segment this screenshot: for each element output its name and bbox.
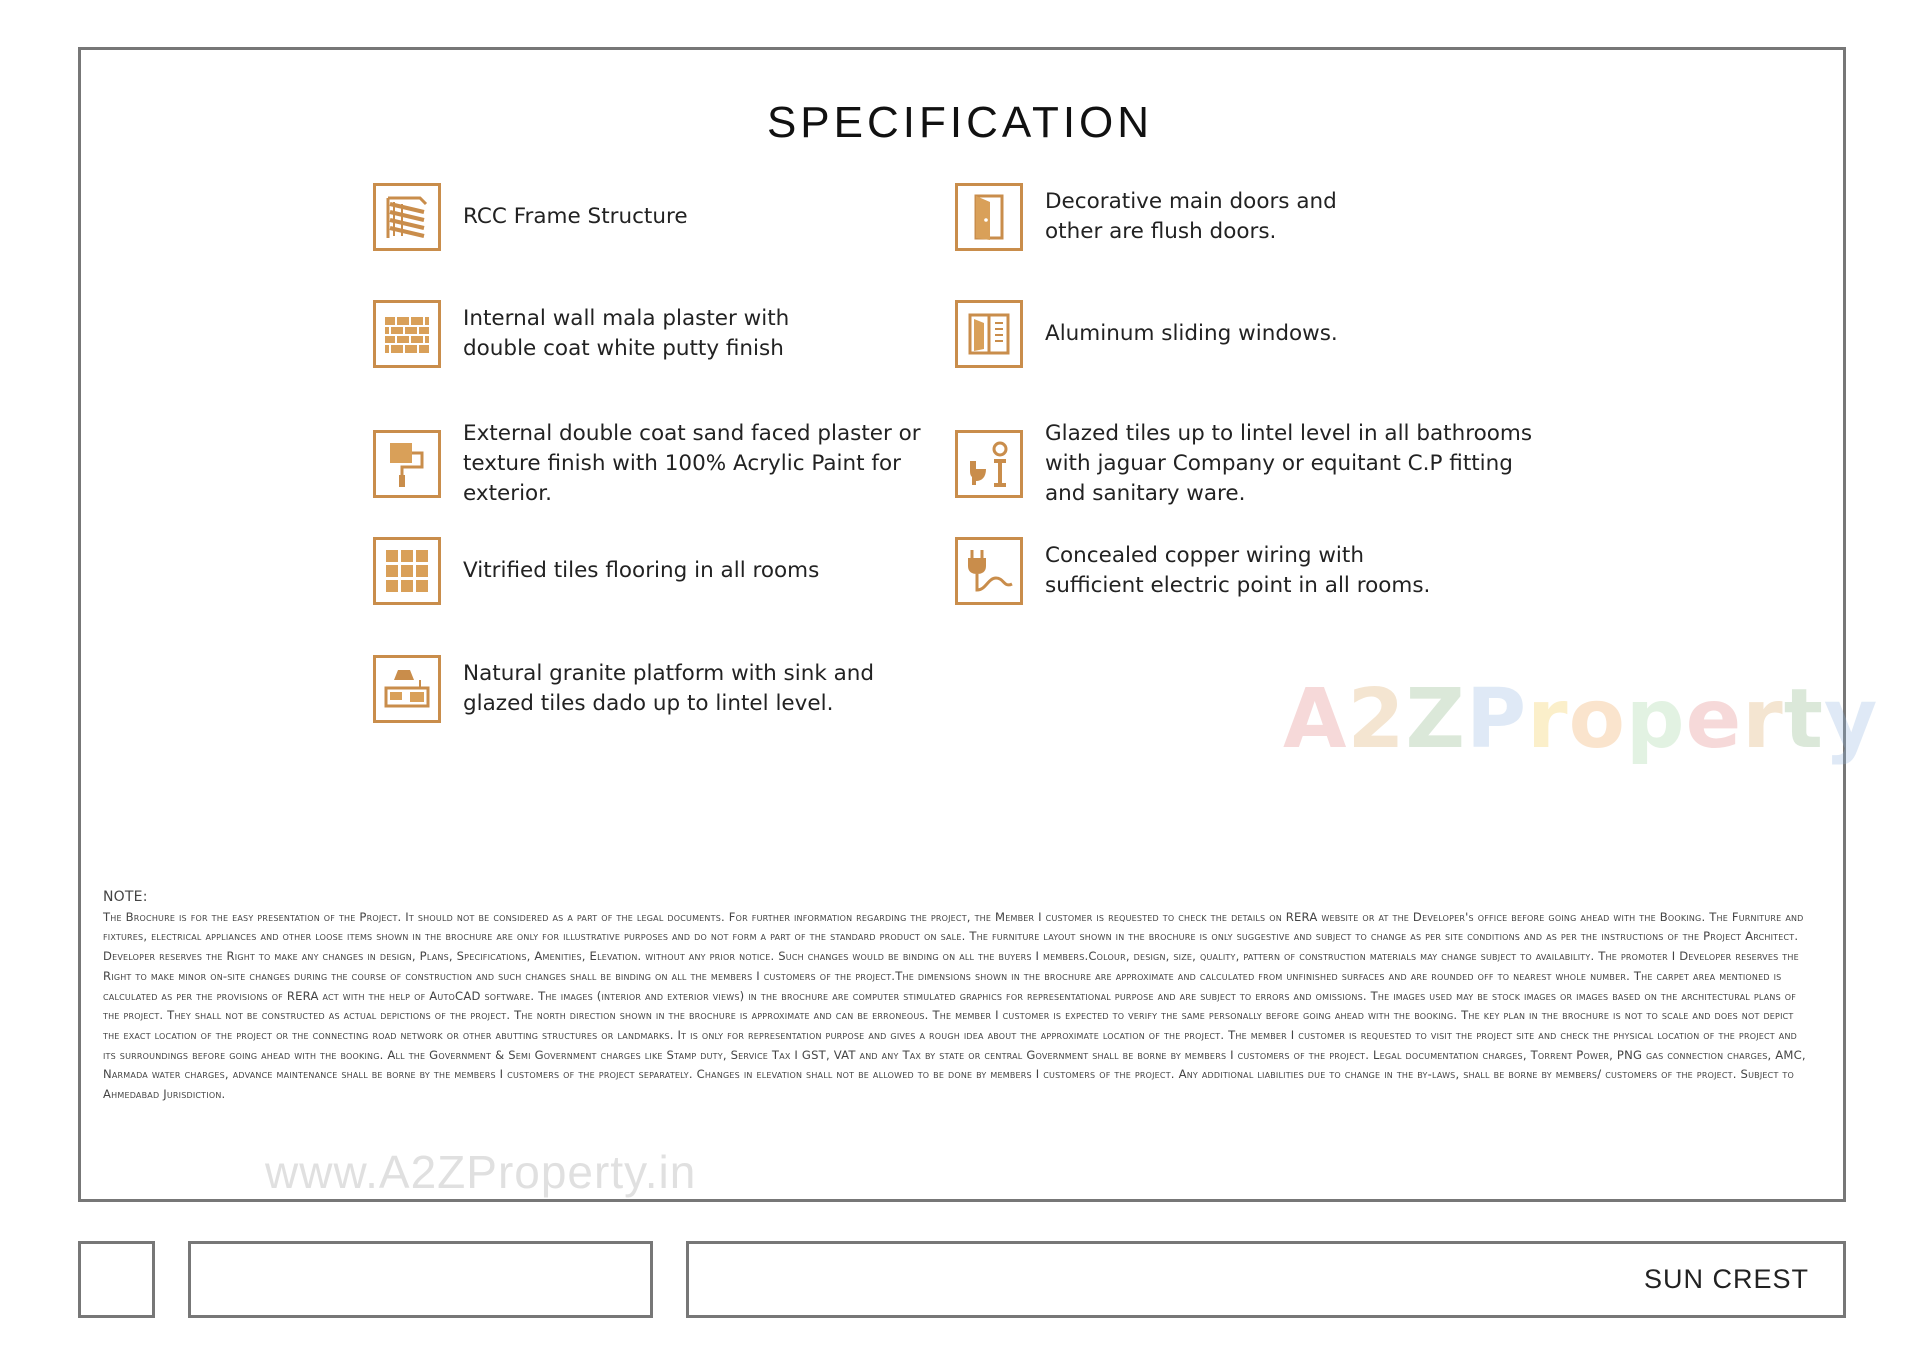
spec-item-rcc-frame	[373, 183, 688, 251]
footer-logo-box	[78, 1241, 155, 1318]
spec-text: Aluminum sliding windows.	[1045, 321, 1338, 346]
page-title: SPECIFICATION	[766, 98, 1154, 147]
site-watermark: www.A2ZProperty.in	[265, 1146, 697, 1198]
floor-tiles-icon	[373, 537, 441, 605]
kitchen-platform-icon	[373, 655, 441, 723]
spec-item-bathroom-tiles	[955, 419, 1532, 509]
spec-text: Internal wall mala plaster with double coat white putty finish	[463, 306, 790, 361]
electric-plug-icon	[955, 537, 1023, 605]
spec-text: External double coat sand faced plaster or texture finish with 100% Acrylic Paint for exterior.	[463, 421, 921, 506]
spec-item-windows	[955, 300, 1338, 368]
spec-item-internal-wall	[373, 300, 789, 368]
spec-text: Concealed copper wiring with sufficient electric point in all rooms.	[1045, 543, 1431, 598]
spec-item-wiring	[955, 537, 1430, 605]
brick-wall-icon	[373, 300, 441, 368]
footer-title-box	[686, 1241, 1846, 1318]
watermark-text: A2ZProperty	[1283, 672, 1879, 767]
door-icon	[955, 183, 1023, 251]
frame-structure-icon	[373, 183, 441, 251]
spec-text: Glazed tiles up to lintel level in all bathrooms with jaguar Company or equitant C.P fitting and sanitary ware.	[1045, 421, 1533, 506]
spec-text: Decorative main doors and other are flush doors.	[1045, 189, 1337, 244]
note-body: The Brochure is for the easy presentation of the Project. It should not be considered as a part of the legal documents. For further information regarding the project, the Member I customer is requested to check the details on RERA website or at the Developer's office before going ahead with the Booking. The Furniture and fixtures, electrical appliances and other loose items shown in the brochure are only for illustrative purposes and do not form a part of the standard product on sale. The furniture layout shown in the brochure is only suggestive and subject to change as per site conditions and as per the instructions of the Project Architect. Developer reserves the Right to make any changes in design, Plans, Specifications, Amenities, Elevation. without any prior notice. Such changes would be binding on all the buyers I members.Colour, design, size, quality, pattern of construction materials may change subject to availability. The promoter I Developer reserves the Right to make minor on-site changes during the course of construction and such changes shall be binding on all the members I customers of the project.The dimensions shown in the brochure are approximate and calculated from unfinished surfaces and are rounded off to nearest whole number. The carpet area mentioned is calculated as per the provisions of RERA act with the help of AutoCAD software. The images (interior and exterior views) in the brochure are computer stimulated graphics for representational purpose and are subject to errors and omissions. The images used may be stock images or images based on the architectural plans of the project. They shall not be constructed as actual depictions of the project. The north direction shown in the brochure is approximate and can be erroneous. The member I customer is expected to verify the same personally before going ahead with the booking. The key plan in the brochure is not to scale and does not depict the exact location of the project or the connecting road network or other abutting structures or landmarks. It is only for representation purpose and gives a rough idea about the approximate location of the project. The member I customer is requested to visit the project site and check the physical location of the project and its surroundings before going ahead with the booking. All the Government & Semi Government charges like Stamp duty, Service Tax I GST, VAT and any Tax by state or central Government shall be borne by members I customers of the project. Legal documentation charges, Torrent Power, PNG gas connection charges, AMC, Narmada water charges, advance maintenance shall be borne by the members I customers of the project separately. Changes in elevation shall not be allowed to be done by members I customers of the project. Any additional liabilities due to change in the by-laws, shall be borne by members/ customers of the project. Subject to Ahmedabad Jurisdiction.	[103, 909, 1806, 1102]
note-label: NOTE:	[103, 889, 148, 905]
a2z-property-watermark	[1283, 672, 1878, 767]
project-name: SUN CREST	[1643, 1264, 1809, 1294]
disclaimer-note	[103, 888, 1813, 1105]
sliding-window-icon	[955, 300, 1023, 368]
spec-item-vitrified-tiles	[373, 537, 819, 605]
spec-item-doors	[955, 183, 1337, 251]
footer-info-box	[188, 1241, 653, 1318]
paint-roller-icon	[373, 430, 441, 498]
spec-text: RCC Frame Structure	[463, 204, 688, 229]
spec-text: Natural granite platform with sink and glazed tiles dado up to lintel level.	[463, 661, 875, 716]
bathroom-fittings-icon	[955, 430, 1023, 498]
spec-item-external-plaster	[373, 419, 921, 509]
spec-text: Vitrified tiles flooring in all rooms	[463, 558, 820, 583]
spec-item-granite-platform	[373, 655, 874, 723]
